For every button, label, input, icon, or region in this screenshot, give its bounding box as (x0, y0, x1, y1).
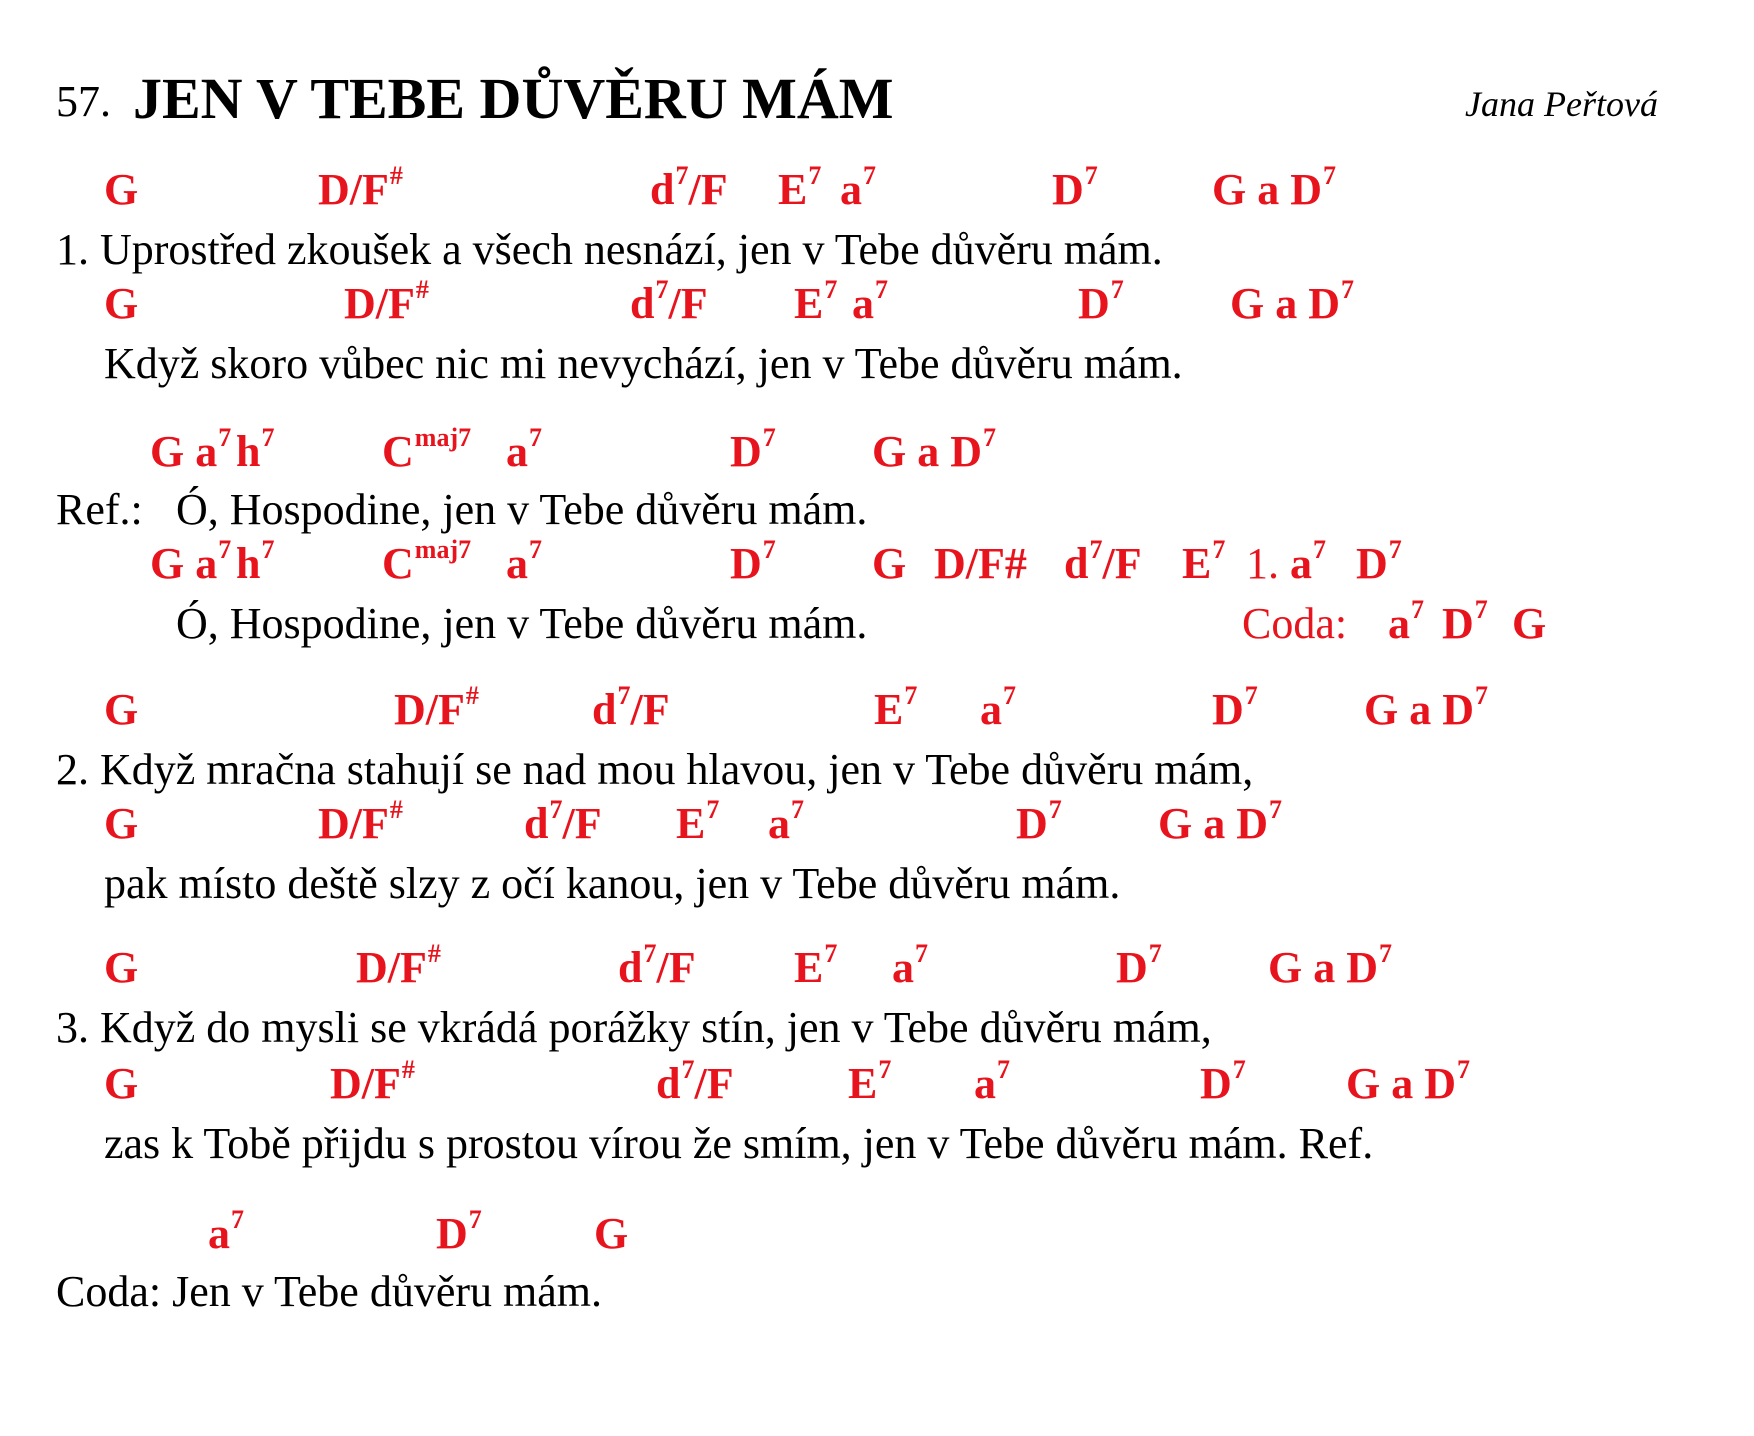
chord (344, 275, 429, 328)
chord (1356, 535, 1402, 588)
chord (1212, 681, 1258, 734)
chord-base: d (656, 1059, 681, 1108)
chord-superscript: 7 (1313, 535, 1326, 564)
chord-symbol (1064, 535, 1142, 588)
lyric-line: 3. Když do mysli se vkrádá porážky stín, jen v Tebe důvěru mám, (56, 1003, 1212, 1052)
chord-base: a (980, 685, 1002, 734)
chord-symbol (768, 795, 804, 848)
chord-symbol (934, 539, 1027, 588)
chord-base: a (506, 427, 528, 476)
chord-superscript: 7 (1003, 681, 1016, 710)
chord-symbol (892, 939, 928, 992)
chord-symbol (330, 1055, 415, 1108)
chord (1200, 1055, 1246, 1108)
chord-base: D (1016, 799, 1048, 848)
chord-symbol (236, 535, 275, 588)
chord-superscript: 7 (808, 161, 822, 190)
chord-base: D (1212, 685, 1244, 734)
chord-superscript: 7 (617, 681, 631, 710)
chord (208, 1205, 244, 1258)
chord-prefix: 1. (1246, 539, 1290, 588)
chord-base: G (104, 1059, 139, 1108)
chord (104, 279, 139, 328)
chord-superscript: # (389, 161, 403, 190)
chord (104, 685, 139, 734)
chord-symbol (1182, 535, 1226, 588)
chord-base: G a D (1230, 279, 1340, 328)
chord (1158, 795, 1282, 848)
chord-symbol (1200, 1055, 1246, 1108)
chord-bass: /F (668, 279, 708, 328)
chord (1052, 161, 1098, 214)
chord-base: G (104, 799, 139, 848)
chord-superscript: 7 (1341, 275, 1354, 304)
chord (980, 681, 1016, 734)
chord (730, 535, 776, 588)
chord (794, 939, 838, 992)
chord-base: a (506, 539, 528, 588)
chord-superscript: 7 (468, 1205, 482, 1234)
chord (768, 795, 804, 848)
chord-symbol (848, 1055, 892, 1108)
chord-symbol (974, 1055, 1010, 1108)
chord-superscript: 7 (875, 275, 888, 304)
lyric-line: pak místo deště slzy z očí kanou, jen v Tebe důvěru mám. (104, 859, 1121, 908)
chord-base: E (1182, 539, 1212, 588)
chord-symbol (1078, 275, 1124, 328)
chord-symbol (506, 423, 542, 476)
chord (618, 939, 696, 992)
chord-base: C (382, 539, 414, 588)
chord (974, 1055, 1010, 1108)
chord (104, 1059, 139, 1108)
chord (1442, 595, 1488, 648)
chord (382, 423, 472, 476)
chord-symbol (874, 681, 918, 734)
lyric-line: Ó, Hospodine, jen v Tebe důvěru mám. (176, 599, 868, 648)
chord-superscript: 7 (643, 939, 657, 968)
chord-base: d (592, 685, 617, 734)
chord-base: C (382, 427, 414, 476)
chord-base: h (236, 539, 261, 588)
chord-base: E (676, 799, 706, 848)
chord-superscript: 7 (997, 1055, 1010, 1084)
chord-symbol (618, 939, 696, 992)
chord-superscript: 7 (261, 535, 275, 564)
chord-superscript: 7 (762, 535, 776, 564)
chord-superscript: 7 (1048, 795, 1062, 824)
chord-superscript: 7 (529, 423, 542, 452)
chord-superscript: 7 (1269, 795, 1282, 824)
chord (848, 1055, 892, 1108)
chord-symbol (318, 795, 403, 848)
chord-symbol (356, 939, 441, 992)
chord (872, 423, 996, 476)
chord-symbol (650, 161, 728, 214)
chord-superscript: 7 (218, 423, 232, 452)
chord-bass: /F (630, 685, 670, 734)
chord (1016, 795, 1062, 848)
chord-superscript: # (465, 681, 479, 710)
chord-base: d (650, 165, 675, 214)
chord-symbol (1212, 681, 1258, 734)
chord (794, 275, 838, 328)
chord-superscript: 7 (218, 535, 232, 564)
chord-superscript: 7 (1110, 275, 1124, 304)
chord (1116, 939, 1162, 992)
song-author: Jana Peřtová (1465, 84, 1658, 124)
chord-symbol (778, 161, 822, 214)
chord (436, 1205, 482, 1258)
chord-superscript: 7 (1411, 595, 1424, 624)
chord-superscript: 7 (983, 423, 996, 452)
chord (1346, 1055, 1470, 1108)
chord-symbol (1230, 275, 1354, 328)
chord-bass: /F (1102, 539, 1142, 588)
chord-base: D (1200, 1059, 1232, 1108)
chord-superscript: 7 (261, 423, 275, 452)
chord-superscript: 7 (863, 161, 876, 190)
chord-symbol (1116, 939, 1162, 992)
chord (840, 161, 876, 214)
chord-base: D/F (356, 943, 427, 992)
chord-superscript: 7 (1474, 595, 1488, 624)
song-title: JEN V TEBE DŮVĚRU MÁM (133, 66, 894, 131)
chord (892, 939, 928, 992)
chord (1268, 939, 1392, 992)
chord-superscript: 7 (655, 275, 669, 304)
chord-superscript: 7 (1323, 161, 1336, 190)
chord-symbol (382, 423, 472, 476)
chord-symbol (524, 795, 602, 848)
chord-base: D (1078, 279, 1110, 328)
chord (874, 681, 918, 734)
chord-base: G (104, 943, 139, 992)
chord-superscript: 7 (1212, 535, 1226, 564)
chord (730, 423, 776, 476)
chord-symbol (436, 1205, 482, 1258)
chord-symbol (1512, 599, 1546, 648)
chord-symbol (730, 535, 776, 588)
chord-symbol (150, 423, 232, 476)
chord-symbol (104, 165, 138, 214)
chord (394, 681, 479, 734)
chord-base: G (594, 1209, 629, 1258)
chord-superscript: 7 (762, 423, 776, 452)
chord (104, 799, 139, 848)
chord (1512, 599, 1547, 648)
chord-symbol (630, 275, 708, 328)
chord-base: G a (150, 539, 218, 588)
chord-base: D (1442, 599, 1474, 648)
chord-bass: /F (694, 1059, 734, 1108)
chord-symbol (1052, 161, 1098, 214)
chord (852, 275, 888, 328)
chord-base: D (1116, 943, 1148, 992)
chord-superscript: # (389, 795, 403, 824)
chord-base: E (848, 1059, 878, 1108)
chord (104, 165, 139, 214)
chord-superscript: 7 (1475, 681, 1488, 710)
chord-superscript: 7 (904, 681, 918, 710)
chord (1212, 161, 1336, 214)
chord-superscript: 7 (681, 1055, 695, 1084)
chord (1064, 535, 1142, 588)
chord-base: d (618, 943, 643, 992)
chord-superscript: maj7 (414, 535, 472, 564)
lyric-line: zas k Tobě přijdu s prostou vírou že smím, jen v Tebe důvěru mám. Ref. (104, 1119, 1374, 1168)
chord-symbol (1290, 535, 1326, 588)
chord-superscript: 7 (1244, 681, 1258, 710)
chord-symbol (104, 685, 138, 734)
chord-symbol (236, 423, 275, 476)
chord-symbol (1268, 939, 1392, 992)
chord-base: D/F (318, 799, 389, 848)
chord-base: d (1064, 539, 1089, 588)
chord-superscript: 7 (675, 161, 689, 190)
chord (1388, 595, 1424, 648)
chord-symbol (872, 539, 906, 588)
chord-base: G (104, 685, 139, 734)
chord-base: E (778, 165, 808, 214)
chord-symbol (676, 795, 720, 848)
chord-base: D/F (318, 165, 389, 214)
chord-superscript: 7 (878, 1055, 892, 1084)
chord-superscript: 7 (549, 795, 563, 824)
refrain-label: Ref.: (56, 485, 143, 534)
chord-superscript: # (427, 939, 441, 968)
chord-base: a (768, 799, 790, 848)
chord-base: d (630, 279, 655, 328)
chord-symbol (382, 535, 472, 588)
chord-superscript: 7 (231, 1205, 244, 1234)
chord-base: a (852, 279, 874, 328)
chord-base: E (794, 943, 824, 992)
chord-bass: /F (688, 165, 728, 214)
chord (382, 535, 472, 588)
chord-base: E (874, 685, 904, 734)
chord-symbol (1016, 795, 1062, 848)
chord-base: G a D (1158, 799, 1268, 848)
chord-symbol (208, 1205, 244, 1258)
chord-base: G a D (1364, 685, 1474, 734)
chord-superscript: 7 (1089, 535, 1103, 564)
chord-symbol (852, 275, 888, 328)
chord-symbol (506, 535, 542, 588)
lyric-line: Ó, Hospodine, jen v Tebe důvěru mám. (176, 485, 868, 534)
chord-superscript: 7 (824, 939, 838, 968)
chord (594, 1209, 629, 1258)
chord-symbol (1442, 595, 1488, 648)
chord-superscript: 7 (1084, 161, 1098, 190)
chord (236, 423, 275, 476)
coda-line: Coda: Jen v Tebe důvěru mám. (56, 1267, 602, 1316)
chord-superscript: 7 (915, 939, 928, 968)
chord-symbol (104, 943, 138, 992)
chord-base: d (524, 799, 549, 848)
lyric-line: 2. Když mračna stahují se nad mou hlavou, jen v Tebe důvěru mám, (56, 745, 1254, 794)
chord-base: D (1052, 165, 1084, 214)
chord (1246, 535, 1326, 588)
chord-superscript: # (415, 275, 429, 304)
chord (872, 539, 907, 588)
chord-base: D/F (344, 279, 415, 328)
lyric-line: Když skoro vůbec nic mi nevychází, jen v Tebe důvěru mám. (104, 339, 1183, 388)
chord-symbol (594, 1209, 628, 1258)
chord (934, 539, 1027, 588)
song-number: 57. (56, 77, 111, 126)
chord (506, 535, 542, 588)
chord-symbol (1388, 595, 1424, 648)
chord-superscript: maj7 (414, 423, 472, 452)
chord-base: D (1356, 539, 1388, 588)
chord-base: E (794, 279, 824, 328)
chord-base: a (892, 943, 914, 992)
chord-bass: /F (656, 943, 696, 992)
chord (1364, 681, 1488, 734)
chord-superscript: 7 (1232, 1055, 1246, 1084)
chord-base: G (104, 279, 139, 328)
chord (150, 535, 232, 588)
chord-base: h (236, 427, 261, 476)
chord-base: D/F# (934, 539, 1027, 588)
chord-symbol (318, 161, 403, 214)
chord-base: D (730, 427, 762, 476)
chord-superscript: 7 (1379, 939, 1392, 968)
chord-symbol (794, 275, 838, 328)
lyric-line: 1. Uprostřed zkoušek a všech nesnází, jen v Tebe důvěru mám. (56, 225, 1163, 274)
chord-superscript: 7 (706, 795, 720, 824)
chord-symbol (104, 279, 138, 328)
chord-symbol (344, 275, 429, 328)
chord-base: G a (150, 427, 218, 476)
chord-symbol (592, 681, 670, 734)
chord (1078, 275, 1124, 328)
chord (506, 423, 542, 476)
chord (150, 423, 232, 476)
chord-symbol (730, 423, 776, 476)
chord-symbol (150, 535, 232, 588)
chord-symbol (394, 681, 479, 734)
chord-base: a (840, 165, 862, 214)
chord-base: D/F (330, 1059, 401, 1108)
chord-symbol (1356, 535, 1402, 588)
chord (1182, 535, 1226, 588)
chord (592, 681, 670, 734)
chord-superscript: # (401, 1055, 415, 1084)
chord (630, 275, 708, 328)
chord-base: a (1290, 539, 1312, 588)
chord (1230, 275, 1354, 328)
chord-symbol (1346, 1055, 1470, 1108)
chord (318, 161, 403, 214)
chord-base: G (1512, 599, 1547, 648)
chord-symbol (1364, 681, 1488, 734)
chord (318, 795, 403, 848)
chord-base: D (436, 1209, 468, 1258)
chord (676, 795, 720, 848)
chord-base: G a D (1346, 1059, 1456, 1108)
chord (330, 1055, 415, 1108)
chord-symbol (104, 799, 138, 848)
chord (778, 161, 822, 214)
chord (236, 535, 275, 588)
chord (650, 161, 728, 214)
chord-base: D (730, 539, 762, 588)
chord-superscript: 7 (824, 275, 838, 304)
chord-superscript: 7 (529, 535, 542, 564)
chord-bass: /F (562, 799, 602, 848)
chord-base: a (208, 1209, 230, 1258)
chord-symbol (104, 1059, 138, 1108)
chord-superscript: 7 (1148, 939, 1162, 968)
chord-base: a (1388, 599, 1410, 648)
chord-base: G (872, 539, 907, 588)
chord (104, 943, 139, 992)
chord-base: G (104, 165, 139, 214)
chord (524, 795, 602, 848)
chord-superscript: 7 (1388, 535, 1402, 564)
chord-symbol (980, 681, 1016, 734)
chord-symbol (840, 161, 876, 214)
chord-base: D/F (394, 685, 465, 734)
chord-symbol (1158, 795, 1282, 848)
chord-symbol (872, 423, 996, 476)
chord (356, 939, 441, 992)
chord-symbol (1212, 161, 1336, 214)
chord-base: G a D (1268, 943, 1378, 992)
chord-symbol (794, 939, 838, 992)
chord-base: G a D (872, 427, 982, 476)
chord-superscript: 7 (791, 795, 804, 824)
chord (656, 1055, 734, 1108)
chord-base: a (974, 1059, 996, 1108)
chord-base: G a D (1212, 165, 1322, 214)
refrain-coda-label: Coda: (1242, 599, 1348, 648)
chord-superscript: 7 (1457, 1055, 1470, 1084)
chord-symbol (656, 1055, 734, 1108)
